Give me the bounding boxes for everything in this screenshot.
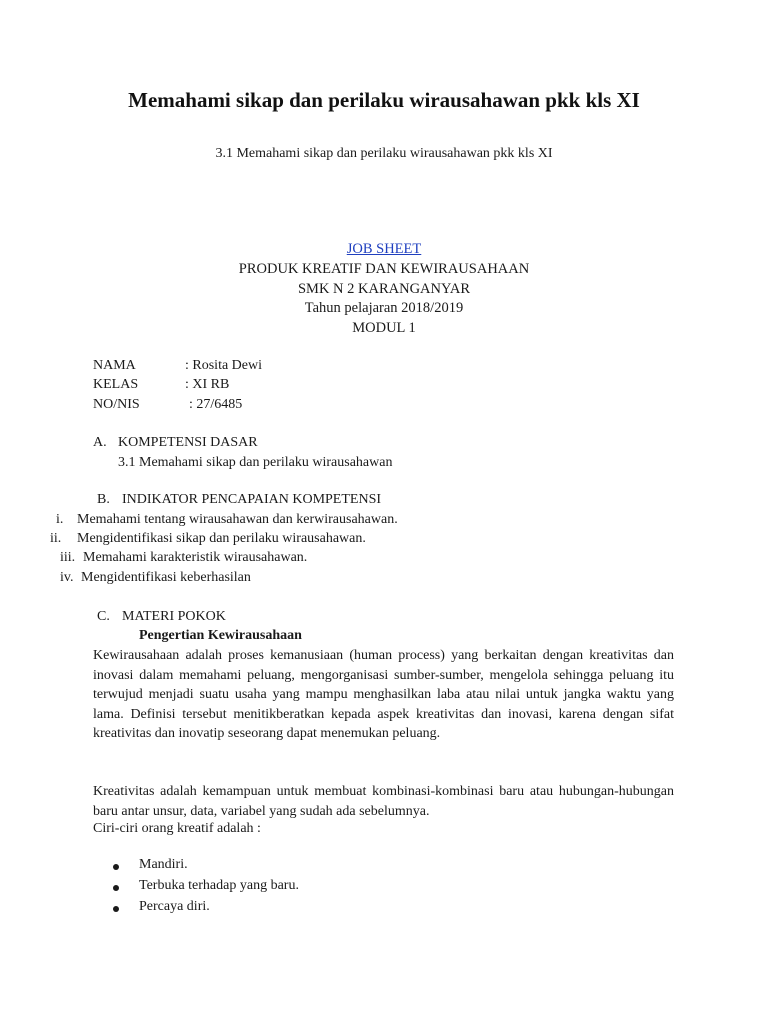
paragraph-kewirausahaan: Kewirausahaan adalah proses kemanusiaan (human process) yang berkaitan dengan kreativitas dan inovasi dalam memahami peluang, mengorganisasi sumber-sumber, mengelola sehingga peluang itu terwujud menjadi suatu usaha yang mampu menghasilkan laba atau nilai untuk jangka waktu yang lama. Definisi tersebut menitikberatkan kepada aspek kreativitas dan inovasi, karena dengan sifat kreativitas dan inovatip seseorang dapat menemukan peluang. [93,648,674,741]
section-a-heading: KOMPETENSI DASAR [118,435,258,450]
bullet-dot-icon [113,885,119,891]
bullet-item: Terbuka terhadap yang baru. [139,878,299,893]
job-sheet-link[interactable]: JOB SHEET [346,241,422,257]
header-line-year: Tahun pelajaran 2018/2019 [304,300,464,316]
field-value-kelas: : XI RB [185,377,230,392]
section-b-heading: INDIKATOR PENCAPAIAN KOMPETENSI [122,492,382,507]
indicator-text: Mengidentifikasi keberhasilan [81,570,251,585]
header-line-subject: PRODUK KREATIF DAN KEWIRAUSAHAAN [238,261,530,277]
indicator-text: Mengidentifikasi sikap dan perilaku wirausahawan. [77,531,366,546]
indicator-number: iv. [60,570,74,585]
field-value-nonis: : 27/6485 [189,397,243,412]
field-label-nama: NAMA [93,358,136,373]
section-c-subheading: Pengertian Kewirausahaan [139,628,302,643]
paragraph-kreativitas: Kreativitas adalah kemampuan untuk membuat kombinasi-kombinasi baru atau hubungan-hubungan baru antar unsur, data, variabel yang sudah ada sebelumnya. [93,784,674,819]
bullet-item: Mandiri. [139,857,188,872]
header-line-module: MODUL 1 [352,320,416,336]
field-value-nama: : Rosita Dewi [185,358,262,373]
indicator-number: iii. [60,550,76,565]
job-sheet-heading [0,241,768,258]
document-title: Memahami sikap dan perilaku wirausahawan pkk kls XI [128,88,640,112]
ciri-intro: Ciri-ciri orang kreatif adalah : [93,821,261,836]
indicator-text: Memahami tentang wirausahawan dan kerwirausahawan. [77,512,398,527]
section-a-marker: A. [93,435,107,450]
section-a-item: 3.1 Memahami sikap dan perilaku wirausahawan [118,455,393,470]
indicator-number: i. [56,512,64,527]
bullet-dot-icon [113,864,119,870]
header-line-school: SMK N 2 KARANGANYAR [297,281,470,297]
field-label-kelas: KELAS [93,377,139,392]
section-c-marker: C. [97,609,110,624]
indicator-text: Memahami karakteristik wirausahawan. [83,550,308,565]
document-subtitle: 3.1 Memahami sikap dan perilaku wirausahawan pkk kls XI [215,146,553,161]
bullet-item: Percaya diri. [139,899,210,914]
indicator-number: ii. [50,531,62,546]
section-c-heading: MATERI POKOK [122,609,226,624]
field-label-nonis: NO/NIS [93,397,140,412]
bullet-dot-icon [113,906,119,912]
section-b-marker: B. [97,492,110,507]
